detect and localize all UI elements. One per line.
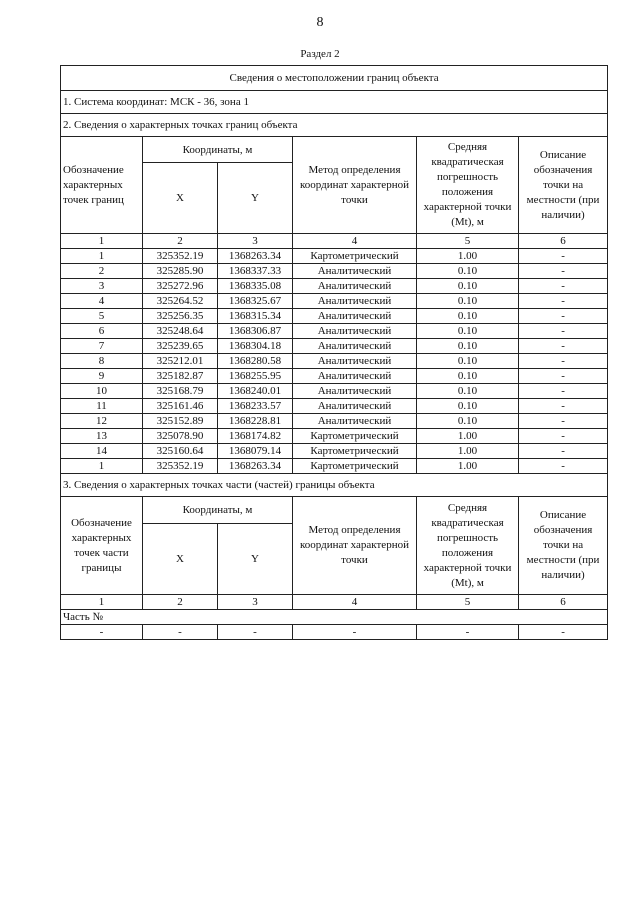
s3-header-error: Средняя квадратическая погрешность положения характерной точки (Mt), м <box>417 497 519 595</box>
description: - <box>519 324 608 339</box>
error-value: 0.10 <box>417 264 519 279</box>
table-row <box>61 309 608 324</box>
column-number: 4 <box>293 595 417 610</box>
description: - <box>519 309 608 324</box>
column-number: 3 <box>218 595 293 610</box>
coord-y: 1368325.67 <box>218 294 293 309</box>
error-value: 0.10 <box>417 399 519 414</box>
table-row <box>61 459 608 474</box>
description: - <box>519 264 608 279</box>
point-number: 4 <box>61 294 143 309</box>
point-number: 10 <box>61 384 143 399</box>
column-number: 6 <box>519 234 608 249</box>
header-point-designation: Обозначение характерных точек границ <box>61 137 143 234</box>
column-number: 3 <box>218 234 293 249</box>
column-number: 2 <box>143 595 218 610</box>
coord-x: 325160.64 <box>143 444 218 459</box>
method: Картометрический <box>293 429 417 444</box>
coord-y: 1368263.34 <box>218 459 293 474</box>
method: Аналитический <box>293 369 417 384</box>
method: Аналитический <box>293 339 417 354</box>
table-row <box>61 249 608 264</box>
coord-x: 325239.65 <box>143 339 218 354</box>
method: Аналитический <box>293 414 417 429</box>
coord-y: 1368315.34 <box>218 309 293 324</box>
description: - <box>519 429 608 444</box>
table-row <box>61 429 608 444</box>
point-number: 1 <box>61 249 143 264</box>
point-number: 5 <box>61 309 143 324</box>
method: Аналитический <box>293 264 417 279</box>
s3-header-point-designation: Обозначение характерных точек части границы <box>61 497 143 595</box>
coord-x: 325248.64 <box>143 324 218 339</box>
coord-y: 1368255.95 <box>218 369 293 384</box>
coord-y: 1368335.08 <box>218 279 293 294</box>
description: - <box>519 399 608 414</box>
method: Аналитический <box>293 384 417 399</box>
method: Аналитический <box>293 354 417 369</box>
column-number: 4 <box>293 234 417 249</box>
description: - <box>519 249 608 264</box>
point-number: 9 <box>61 369 143 384</box>
coord-x: 325285.90 <box>143 264 218 279</box>
description: - <box>519 414 608 429</box>
description: - <box>519 369 608 384</box>
coord-y: 1368306.87 <box>218 324 293 339</box>
blank-cell: - <box>417 625 519 640</box>
table-row <box>61 264 608 279</box>
coord-x: 325352.19 <box>143 249 218 264</box>
part-label: Часть № <box>61 610 608 625</box>
table-row <box>61 339 608 354</box>
table-row <box>61 399 608 414</box>
coord-system: 1. Система координат: МСК - 36, зона 1 <box>61 91 608 114</box>
header-y: Y <box>218 163 293 234</box>
point-number: 12 <box>61 414 143 429</box>
section-label: Раздел 2 <box>300 48 340 60</box>
blank-cell: - <box>143 625 218 640</box>
description: - <box>519 384 608 399</box>
coord-x: 325352.19 <box>143 459 218 474</box>
coord-y: 1368280.58 <box>218 354 293 369</box>
coord-y: 1368240.01 <box>218 384 293 399</box>
coord-y: 1368233.57 <box>218 399 293 414</box>
coord-x: 325168.79 <box>143 384 218 399</box>
column-number: 5 <box>417 595 519 610</box>
point-number: 3 <box>61 279 143 294</box>
column-number: 5 <box>417 234 519 249</box>
method: Аналитический <box>293 294 417 309</box>
coord-y: 1368174.82 <box>218 429 293 444</box>
point-number: 6 <box>61 324 143 339</box>
s3-header-coordinates: Координаты, м <box>143 497 293 524</box>
boundary-table <box>60 65 608 640</box>
column-number: 6 <box>519 595 608 610</box>
header-description: Описание обозначения точки на местности (при наличии) <box>519 137 608 234</box>
s3-header-method: Метод определения координат характерной точки <box>293 497 417 595</box>
error-value: 0.10 <box>417 309 519 324</box>
error-value: 0.10 <box>417 324 519 339</box>
column-number: 1 <box>61 234 143 249</box>
point-number: 8 <box>61 354 143 369</box>
coord-x: 325272.96 <box>143 279 218 294</box>
error-value: 1.00 <box>417 429 519 444</box>
table-row <box>61 384 608 399</box>
point-number: 13 <box>61 429 143 444</box>
table-row <box>61 444 608 459</box>
table-row <box>61 279 608 294</box>
error-value: 0.10 <box>417 354 519 369</box>
column-number: 2 <box>143 234 218 249</box>
coord-x: 325078.90 <box>143 429 218 444</box>
point-number: 14 <box>61 444 143 459</box>
point-number: 1 <box>61 459 143 474</box>
blank-cell: - <box>293 625 417 640</box>
blank-row <box>61 625 608 640</box>
error-value: 0.10 <box>417 414 519 429</box>
method: Аналитический <box>293 324 417 339</box>
coord-x: 325264.52 <box>143 294 218 309</box>
method: Картометрический <box>293 249 417 264</box>
error-value: 0.10 <box>417 294 519 309</box>
point-number: 11 <box>61 399 143 414</box>
point-number: 2 <box>61 264 143 279</box>
header-x: X <box>143 163 218 234</box>
section2-title: 2. Сведения о характерных точках границ объекта <box>61 114 608 137</box>
error-value: 1.00 <box>417 249 519 264</box>
column-number: 1 <box>61 595 143 610</box>
table-title: Сведения о местоположении границ объекта <box>61 66 608 91</box>
coord-y: 1368337.33 <box>218 264 293 279</box>
description: - <box>519 444 608 459</box>
table-row <box>61 414 608 429</box>
coord-x: 325182.87 <box>143 369 218 384</box>
header-error: Средняя квадратическая погрешность положения характерной точки (Mt), м <box>417 137 519 234</box>
blank-cell: - <box>218 625 293 640</box>
coord-x: 325256.35 <box>143 309 218 324</box>
header-method: Метод определения координат характерной точки <box>293 137 417 234</box>
method: Картометрический <box>293 444 417 459</box>
description: - <box>519 459 608 474</box>
blank-cell: - <box>61 625 143 640</box>
blank-cell: - <box>519 625 608 640</box>
s3-column-number-row <box>61 595 608 610</box>
coord-x: 325212.01 <box>143 354 218 369</box>
coord-x: 325161.46 <box>143 399 218 414</box>
method: Аналитический <box>293 309 417 324</box>
table-row <box>61 369 608 384</box>
error-value: 0.10 <box>417 279 519 294</box>
s3-header-description: Описание обозначения точки на местности (при наличии) <box>519 497 608 595</box>
s3-header-x: X <box>143 524 218 595</box>
coord-y: 1368228.81 <box>218 414 293 429</box>
error-value: 0.10 <box>417 339 519 354</box>
column-number-row <box>61 234 608 249</box>
header-coordinates: Координаты, м <box>143 137 293 163</box>
coord-y: 1368304.18 <box>218 339 293 354</box>
error-value: 0.10 <box>417 384 519 399</box>
description: - <box>519 279 608 294</box>
description: - <box>519 339 608 354</box>
section3-title: 3. Сведения о характерных точках части (частей) границы объекта <box>61 474 608 497</box>
error-value: 1.00 <box>417 444 519 459</box>
method: Аналитический <box>293 279 417 294</box>
description: - <box>519 294 608 309</box>
coord-y: 1368263.34 <box>218 249 293 264</box>
point-number: 7 <box>61 339 143 354</box>
page-number: 8 <box>316 15 324 30</box>
method: Картометрический <box>293 459 417 474</box>
table-row <box>61 294 608 309</box>
error-value: 1.00 <box>417 459 519 474</box>
coord-x: 325152.89 <box>143 414 218 429</box>
error-value: 0.10 <box>417 369 519 384</box>
table-row <box>61 324 608 339</box>
table-row <box>61 354 608 369</box>
description: - <box>519 354 608 369</box>
coord-y: 1368079.14 <box>218 444 293 459</box>
s3-header-y: Y <box>218 524 293 595</box>
method: Аналитический <box>293 399 417 414</box>
